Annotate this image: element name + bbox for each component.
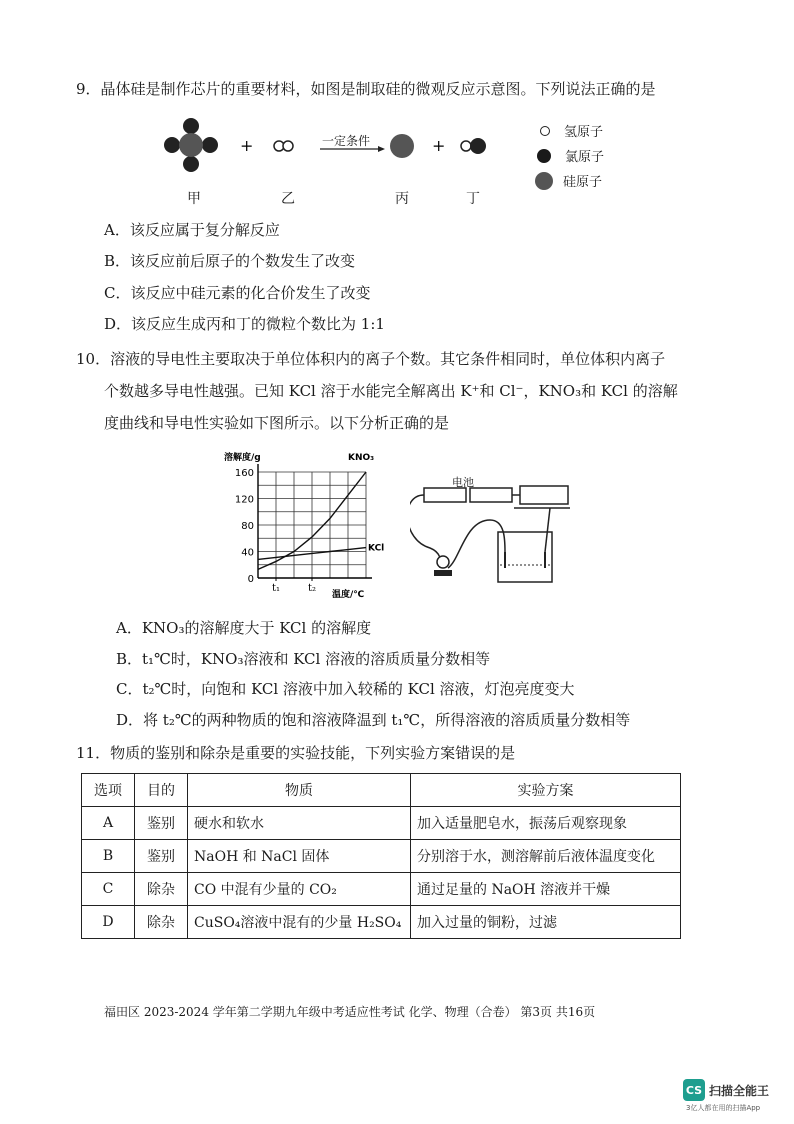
- q11-stem: 11．物质的鉴别和除杂是重要的实验技能，下列实验方案错误的是: [76, 744, 516, 762]
- camscanner-logo-icon: CS: [683, 1079, 705, 1101]
- molecule-jia: [164, 118, 218, 172]
- y-tick-label: 120: [234, 494, 254, 506]
- q10-stem-2: 个数越多导电性越强。已知 KCl 溶于水能完全解离出 K⁺和 Cl⁻，KNO₃和 KCl 的溶解: [104, 382, 678, 400]
- reaction-condition: 一定条件: [322, 134, 371, 148]
- hydrogen-atom-icon: [540, 126, 550, 136]
- bulb-icon: [437, 556, 449, 568]
- q9-option-c: C．该反应中硅元素的化合价发生了改变: [104, 284, 371, 302]
- molecule-yi: [274, 141, 293, 151]
- q10-stem-3: 度曲线和导电性实验如下图所示。以下分析正确的是: [104, 414, 450, 432]
- plus-sign-1: +: [240, 136, 254, 155]
- table-header-row: [82, 774, 681, 807]
- q10-option-b: B．t₁℃时，KNO₃溶液和 KCl 溶液的溶质质量分数相等: [116, 650, 491, 668]
- atom-legend: 氢原子 氯原子 硅原子: [535, 118, 604, 193]
- y-axis-label: 溶解度/g: [224, 453, 261, 463]
- scanner-name: 扫描全能王: [709, 1083, 770, 1098]
- label-bing: 丙: [395, 191, 409, 207]
- col-header-option: 选项: [82, 774, 135, 807]
- q9-option-a: A．该反应属于复分解反应: [104, 221, 280, 239]
- table-row: C 除杂 CO 中混有少量的 CO₂ 通过足量的 NaOH 溶液并干燥: [82, 873, 681, 906]
- series-label: KNO₃: [348, 453, 375, 463]
- q9-option-b: B．该反应前后原子的个数发生了改变: [104, 252, 356, 270]
- chlorine-atom-icon: [537, 149, 551, 163]
- x-axis-label: 温度/℃: [332, 590, 365, 600]
- solubility-chart: [220, 448, 390, 604]
- molecule-bing: [390, 134, 414, 158]
- q10-option-d: D．将 t₂℃的两种物质的饱和溶液降温到 t₁℃，所得溶液的溶质质量分数相等: [116, 711, 631, 729]
- label-jia: 甲: [187, 191, 201, 207]
- q9-option-d: D．该反应生成丙和丁的微粒个数比为 1:1: [104, 315, 385, 333]
- scanner-tagline: 3亿人都在用的扫描App: [686, 1104, 761, 1112]
- q10-stem-1: 10．溶液的导电性主要取决于单位体积内的离子个数。其它条件相同时，单位体积内离子: [76, 350, 666, 368]
- y-tick-label: 0: [247, 574, 254, 585]
- q10-option-c: C．t₂℃时，向饱和 KCl 溶液中加入较稀的 KCl 溶液，灯泡亮度变大: [116, 680, 575, 698]
- battery-label: 电池: [452, 476, 474, 489]
- y-tick-label: 160: [234, 468, 254, 479]
- plus-sign-2: +: [432, 136, 446, 155]
- page-footer: 福田区 2023-2024 学年第二学期九年级中考适应性考试 化学、物理（合卷） 第3页 共16页: [104, 1005, 596, 1019]
- x-tick-label: t₁: [271, 583, 281, 594]
- y-tick-label: 40: [241, 547, 254, 559]
- silicon-atom-icon: [535, 172, 553, 190]
- battery-1: [424, 488, 466, 502]
- table-row: A 鉴别 硬水和软水 加入适量肥皂水，振荡后观察现象: [82, 807, 681, 840]
- x-tick-label: t₂: [307, 583, 317, 594]
- q9-stem: 9．晶体硅是制作芯片的重要材料，如图是制取硅的微观反应示意图。下列说法正确的是: [76, 80, 656, 98]
- switch: [520, 486, 568, 504]
- molecule-ding: [461, 138, 486, 154]
- label-yi: 乙: [281, 191, 295, 207]
- table-row: D 除杂 CuSO₄溶液中混有的少量 H₂SO₄ 加入过量的铜粉，过滤: [82, 906, 681, 939]
- col-header-purpose: 目的: [135, 774, 188, 807]
- y-tick-label: 80: [241, 521, 254, 532]
- label-ding: 丁: [466, 191, 480, 207]
- battery-2: [470, 488, 512, 502]
- conductivity-apparatus: [410, 470, 580, 585]
- table-row: B 鉴别 NaOH 和 NaCl 固体 分别溶于水，测溶解前后液体温度变化: [82, 840, 681, 873]
- q10-option-a: A．KNO₃的溶解度大于 KCl 的溶解度: [116, 619, 372, 637]
- beaker: [498, 532, 552, 582]
- col-header-substance: 物质: [188, 774, 411, 807]
- q11-table: [81, 773, 681, 939]
- scanner-watermark: [683, 1079, 769, 1101]
- series-label: KCl: [368, 543, 385, 554]
- col-header-plan: 实验方案: [411, 774, 681, 807]
